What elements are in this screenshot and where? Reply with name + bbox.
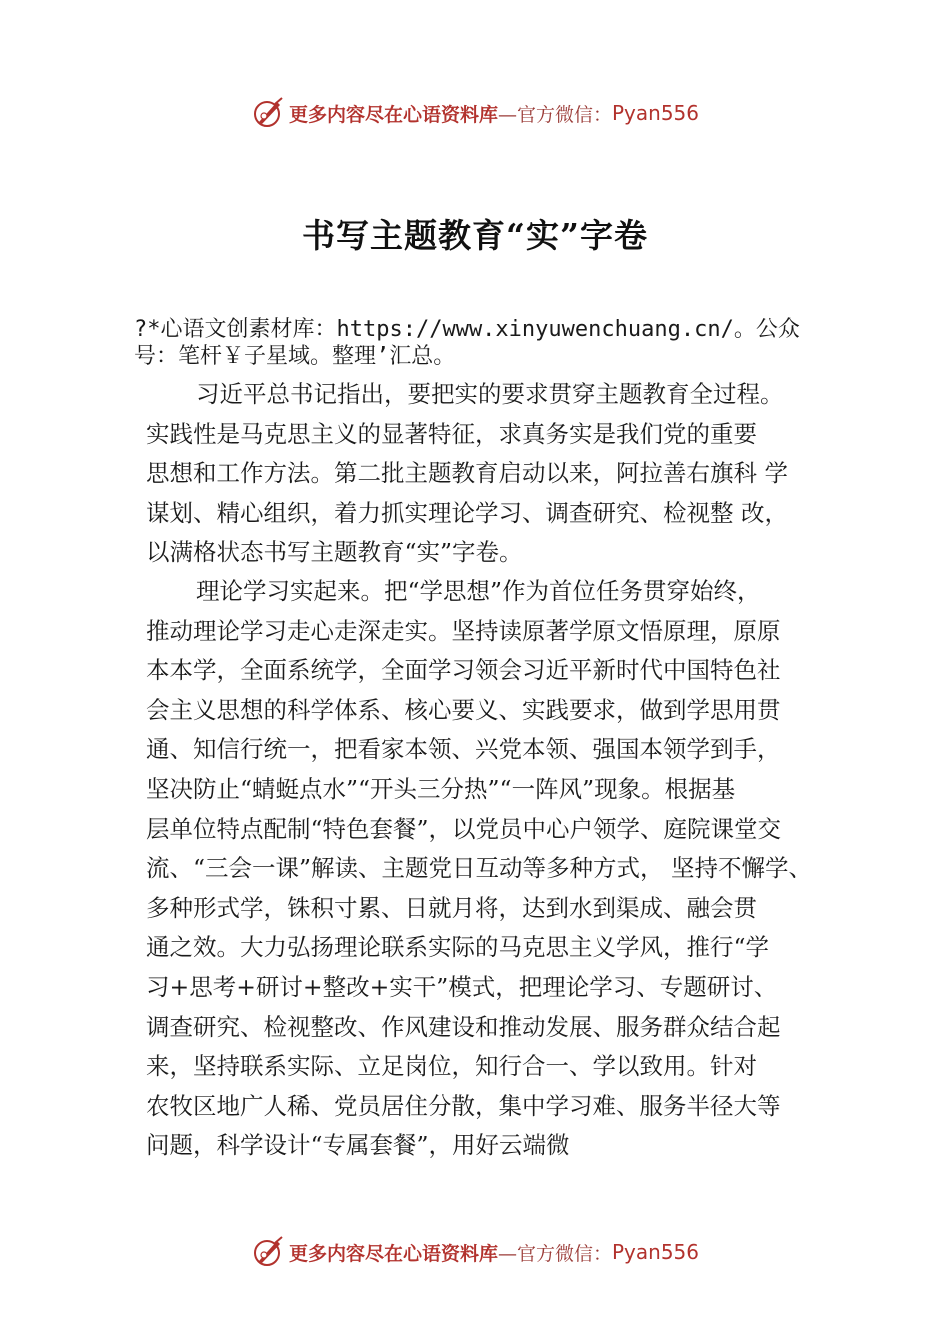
paragraph-line: 实践性是马克思主义的显著特征，求真务实是我们党的重要: [146, 419, 757, 448]
paragraph-1: [146, 375, 836, 573]
paragraph-line: 通、知信行统一，把看家本领、兴党本领、强国本领学到手，: [146, 735, 781, 764]
paragraph-line: 会主义思想的科学体系、核心要义、实践要求，做到学思用贯: [146, 695, 781, 724]
paragraph-line: 多种形式学，铢积寸累、日就月将，达到水到渠成、融会贯: [146, 893, 757, 922]
header-banner: [0, 93, 950, 133]
paragraph-line: 坚决防止“蜻蜓点水”“开头三分热”“一阵风”现象。根据基: [146, 774, 736, 803]
quill-logo-icon: [251, 96, 285, 130]
banner-main-text: 更多内容尽在心语资料库: [288, 103, 498, 126]
banner-sub-text: —官方微信：: [497, 1242, 612, 1265]
document-title: 书写主题教育“实”字卷: [302, 216, 648, 255]
paragraph-line: 本本学，全面系统学，全面学习领会习近平新时代中国特色社: [146, 656, 781, 685]
paragraph-line: 调查研究、检视整改、作风建设和推动发展、服务群众结合起: [146, 1012, 781, 1041]
paragraph-line: 农牧区地广人稀、党员居住分散，集中学习难、服务半径大等: [146, 1091, 781, 1120]
source-line-2: 号：笔杆￥子星域。整理’汇总。: [134, 344, 456, 369]
paragraph-line: 习近平总书记指出，要把实的要求贯穿主题教育全过程。: [196, 380, 784, 408]
banner-wechat-id: Pyan556: [612, 1240, 700, 1264]
paragraph-line: 问题，科学设计“专属套餐”，用好云端微: [146, 1131, 570, 1160]
source-line-1: ?*心语文创素材库：https://www.xinyuwenchuang.cn/。公众: [134, 317, 800, 342]
quill-logo-icon: [251, 1235, 285, 1269]
paragraph-line: 来，坚持联系实际、立足岗位，知行合一、学以致用。针对: [146, 1052, 757, 1081]
paragraph-line: 以满格状态书写主题教育“实”字卷。: [146, 538, 523, 567]
paragraph-line: 习+思考+研讨+整改+实干”模式，把理论学习、专题研讨、: [146, 972, 778, 1001]
banner-sub-text: —官方微信：: [497, 103, 612, 126]
banner-wechat-id: Pyan556: [612, 101, 700, 125]
paragraph-line: 通之效。大力弘扬理论联系实际的马克思主义学风，推行“学: [146, 933, 770, 962]
paragraph-line: 理论学习实起来。把“学思想”作为首位任务贯穿始终，: [196, 577, 761, 605]
paragraph-line: 流、“三会一课”解读、主题党日互动等多种方式， 坚持不懈学、: [146, 854, 812, 883]
paragraph-2: [146, 572, 836, 1166]
source-note: [134, 316, 834, 370]
footer-banner: [0, 1232, 950, 1272]
paragraph-line: 推动理论学习走心走深走实。坚持读原著学原文悟原理，原原: [146, 616, 781, 645]
banner-main-text: 更多内容尽在心语资料库: [288, 1242, 498, 1265]
paragraph-line: 谋划、精心组织，着力抓实理论学习、调查研究、检视整 改，: [146, 498, 788, 527]
paragraph-line: 层单位特点配制“特色套餐”，以党员中心户领学、庭院课堂交: [146, 814, 782, 843]
paragraph-line: 思想和工作方法。第二批主题教育启动以来，阿拉善右旗科 学: [146, 459, 788, 488]
